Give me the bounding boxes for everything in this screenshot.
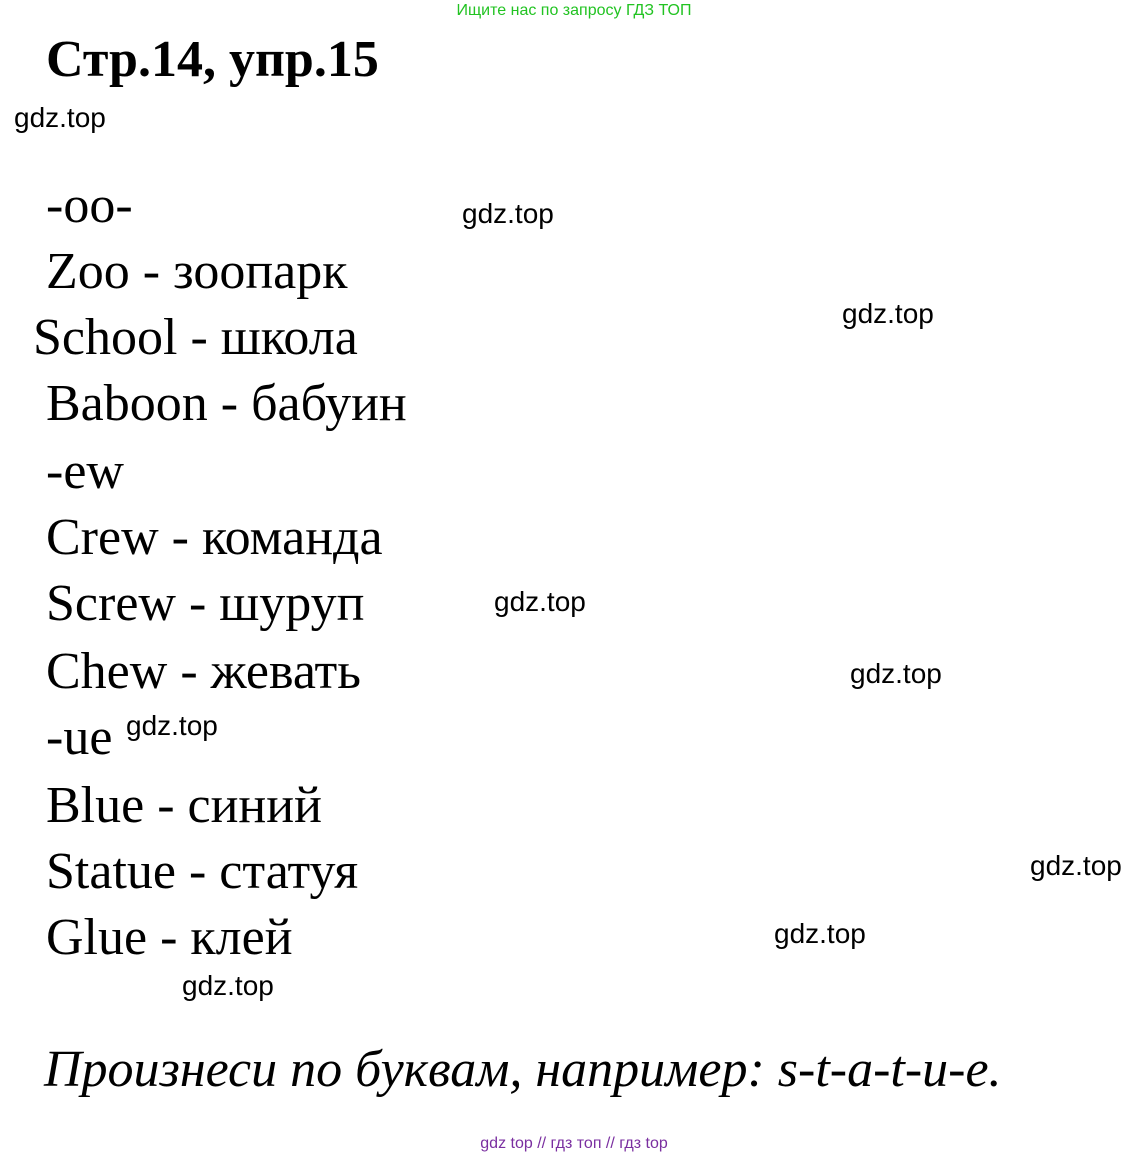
watermark: gdz.top bbox=[182, 970, 274, 1001]
watermark: gdz.top bbox=[850, 658, 942, 689]
footer-links: gdz top // гдз топ // гдз top bbox=[480, 1135, 668, 1152]
watermark: gdz.top bbox=[1030, 850, 1122, 881]
word-line-school: School - школа bbox=[33, 309, 358, 366]
top-banner: Ищите нас по запросу ГДЗ ТОП bbox=[456, 2, 692, 19]
instruction-note: Произнеси по буквам, например: s-t-a-t-u-e. bbox=[44, 1041, 1002, 1098]
watermark: gdz.top bbox=[494, 586, 586, 617]
group-heading-ew: -ew bbox=[46, 443, 124, 500]
watermark: gdz.top bbox=[14, 102, 106, 133]
watermark: gdz.top bbox=[774, 918, 866, 949]
watermark: gdz.top bbox=[126, 710, 218, 741]
page-title: Стр.14, упр.15 bbox=[46, 31, 379, 88]
word-line-glue: Glue - клей bbox=[46, 909, 293, 966]
group-heading-ue: -ue bbox=[46, 709, 113, 766]
word-line-zoo: Zoo - зоопарк bbox=[46, 243, 348, 300]
word-line-statue: Statue - статуя bbox=[46, 843, 359, 900]
word-line-chew: Chew - жевать bbox=[46, 643, 361, 700]
word-line-baboon: Baboon - бабуин bbox=[46, 375, 407, 432]
word-line-screw: Screw - шуруп bbox=[46, 575, 365, 632]
watermark: gdz.top bbox=[462, 198, 554, 229]
watermark: gdz.top bbox=[842, 298, 934, 329]
word-line-crew: Crew - команда bbox=[46, 509, 383, 566]
word-line-blue: Blue - синий bbox=[46, 777, 322, 834]
group-heading-oo: -oo- bbox=[46, 177, 133, 234]
